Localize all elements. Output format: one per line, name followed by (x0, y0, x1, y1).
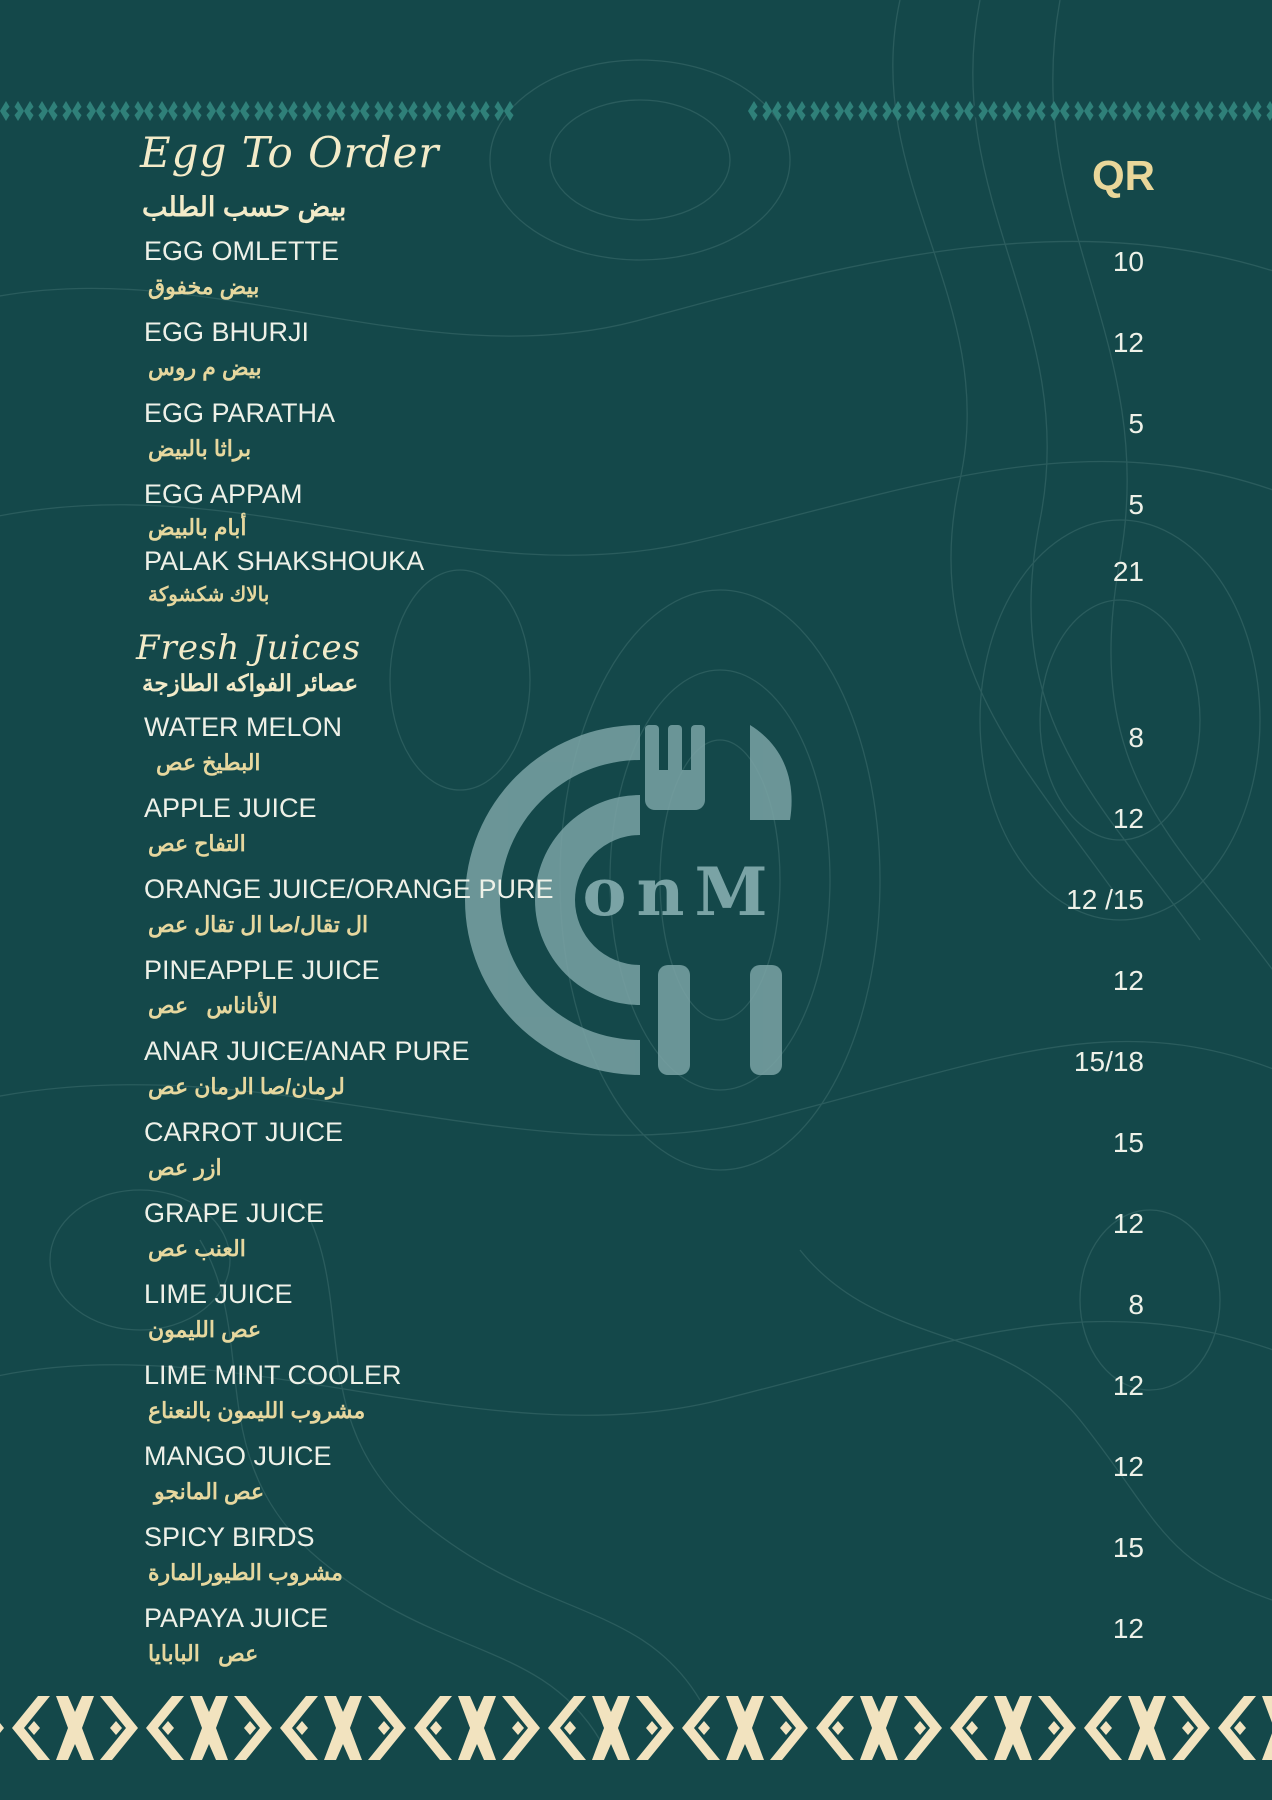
item-price: 15 (1112, 1127, 1144, 1158)
item-name-ar: مشروب الليمون بالنعناع (148, 1398, 366, 1423)
item-name: EGG OMLETTE (144, 236, 340, 266)
item-name-ar: عص المانجو (154, 1479, 265, 1504)
section-title-egg-to-order-ar: بيض حسب الطلب (142, 192, 347, 222)
menu-item (144, 1036, 1144, 1116)
menu-item (144, 236, 1144, 316)
watermark-text: onM (582, 853, 778, 931)
item-name: ORANGE JUICE/ORANGE PURE (144, 874, 554, 904)
item-price: 8 (1128, 1289, 1144, 1320)
item-price: 8 (1128, 722, 1144, 753)
item-name-ar: عص البابايا (148, 1641, 259, 1666)
item-name: WATER MELON (144, 712, 343, 742)
item-name-ar: أبام بالبيض (148, 515, 247, 540)
item-name-ar: التفاح عص (148, 831, 246, 856)
item-name: APPLE JUICE (144, 793, 317, 823)
item-price: 12 (1112, 803, 1144, 834)
item-name-ar: بيض م روس (148, 355, 262, 380)
menu-item (144, 1117, 1144, 1197)
item-price: 5 (1128, 408, 1144, 439)
item-name-ar: بيض مخفوق (148, 274, 260, 299)
item-name: GRAPE JUICE (144, 1198, 325, 1228)
item-name: PINEAPPLE JUICE (144, 955, 380, 985)
item-price: 12 (1112, 327, 1144, 358)
item-price: 12 (1112, 1451, 1144, 1482)
item-name-ar: الأناناس عص (148, 993, 278, 1018)
top-right-border (748, 96, 1272, 126)
section-title-fresh-juices-ar: عصائر الفواكه الطازجة (142, 670, 359, 696)
menu-item (144, 398, 1144, 478)
menu-item (144, 1198, 1144, 1278)
item-name-ar: مشروب الطيورالمارة (148, 1560, 343, 1585)
section-title-egg-to-order: Egg To Order (140, 128, 440, 177)
item-name: PAPAYA JUICE (144, 1603, 329, 1633)
item-name: EGG PARATHA (144, 398, 336, 428)
bottom-ornament-band (0, 1668, 1272, 1788)
menu-item (144, 793, 1144, 873)
menu-item (144, 1603, 1144, 1683)
item-price: 21 (1112, 556, 1144, 587)
menu-item (144, 1441, 1144, 1521)
item-name: ANAR JUICE/ANAR PURE (144, 1036, 470, 1066)
item-price: 12 (1112, 1370, 1144, 1401)
item-name: MANGO JUICE (144, 1441, 332, 1471)
section-title-fresh-juices: Fresh Juices (136, 628, 362, 668)
item-price: 12 /15 (1066, 884, 1144, 915)
item-price: 15 (1112, 1532, 1144, 1563)
item-name: EGG BHURJI (144, 317, 310, 347)
item-name: PALAK SHAKSHOUKA (144, 546, 425, 576)
menu-item (144, 712, 1144, 792)
item-name-ar: عص الليمون (148, 1317, 262, 1342)
item-name-ar: البطيخ عص (156, 750, 261, 775)
item-price: 15/18 (1073, 1046, 1144, 1077)
item-name-ar: ال تقال/صا ال تقال عص (148, 912, 369, 937)
menu-item (144, 955, 1144, 1035)
item-price: 12 (1112, 1208, 1144, 1239)
item-name: SPICY BIRDS (144, 1522, 315, 1552)
item-price: 12 (1112, 965, 1144, 996)
currency-label: QR (1092, 152, 1155, 199)
menu-item (144, 1279, 1144, 1359)
menu-item (144, 874, 1144, 954)
item-name: LIME MINT COOLER (144, 1360, 402, 1390)
item-name-ar: ازر عص (148, 1155, 222, 1180)
menu-item (144, 546, 1144, 626)
item-name: EGG APPAM (144, 479, 303, 509)
item-name-ar: العنب عص (148, 1236, 246, 1261)
item-name-ar: لرمان/صا الرمان عص (148, 1074, 345, 1099)
item-name: CARROT JUICE (144, 1117, 344, 1147)
item-name-ar: بالاك شكشوكة (148, 584, 270, 606)
top-left-border (0, 96, 515, 126)
item-price: 5 (1128, 489, 1144, 520)
menu-item (144, 1360, 1144, 1440)
item-name: LIME JUICE (144, 1279, 293, 1309)
menu-item (144, 317, 1144, 397)
item-price: 10 (1112, 246, 1144, 277)
menu-item (144, 1522, 1144, 1602)
item-price: 12 (1112, 1613, 1144, 1644)
item-name-ar: براثا بالبيض (148, 436, 252, 461)
